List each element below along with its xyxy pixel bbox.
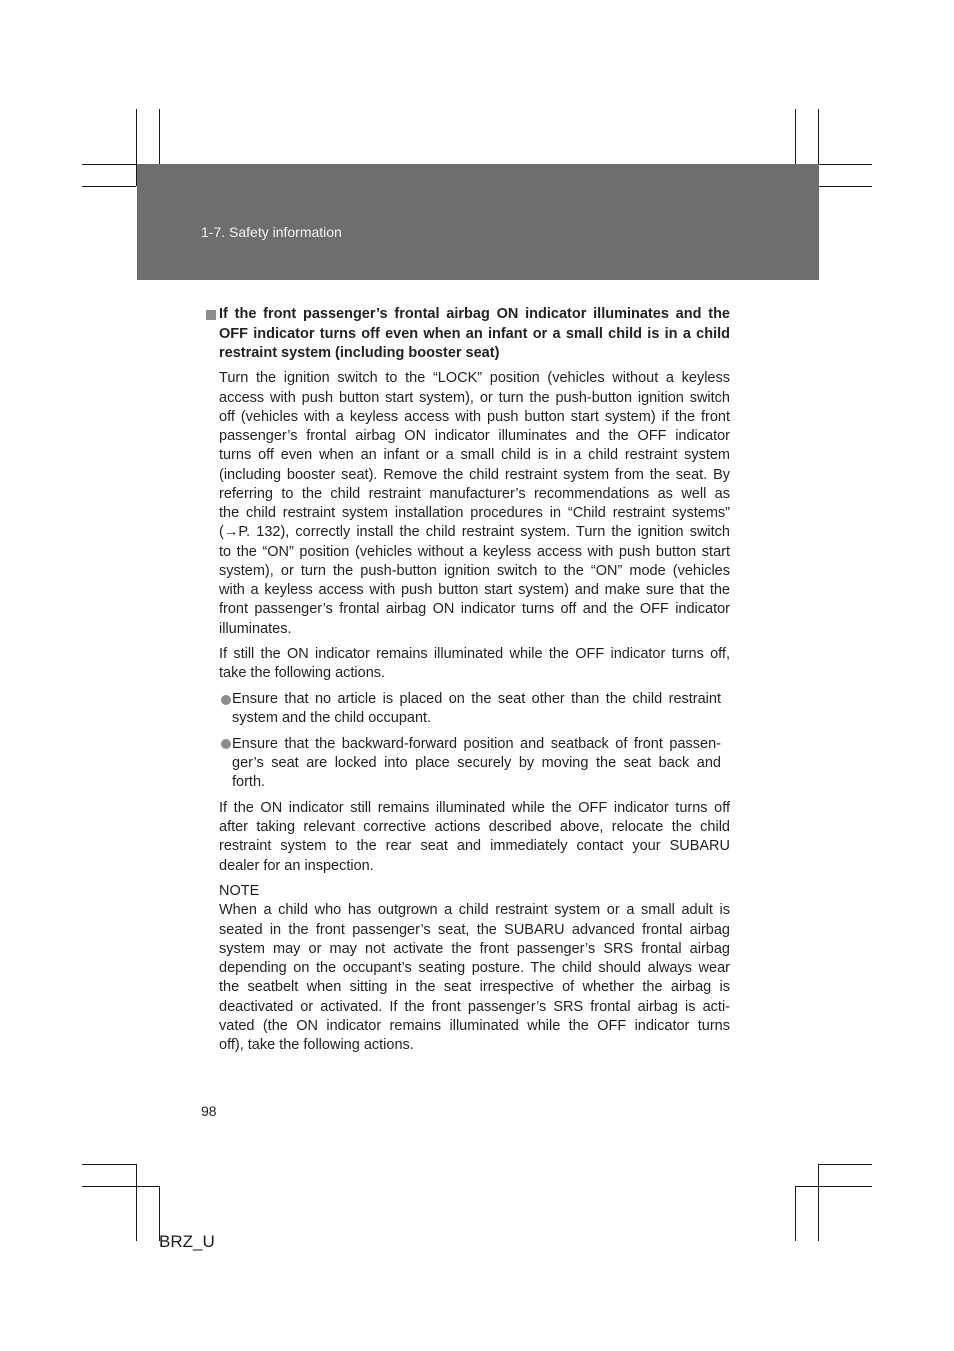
text-line: to the “ON” position (vehicles without a keyless access with push button start	[219, 543, 730, 560]
section-title: 1-7. Safety information	[201, 224, 342, 240]
text-line: dealer for an inspection.	[219, 857, 374, 874]
text-line: off (vehicles with a keyless access with push button start system) if the front	[219, 408, 730, 425]
paragraph-if-still-on	[219, 645, 730, 684]
crop-mark	[136, 1164, 137, 1241]
bullet-item	[219, 735, 730, 793]
text-line: If the ON indicator still remains illuminated while the OFF indicator turns off	[219, 799, 730, 816]
section-header-band	[137, 164, 819, 280]
text-line: OFF indicator turns off even when an infant or a small child is in a child	[219, 325, 730, 342]
text-line: seated in the front passenger’s seat, the SUBARU advanced frontal airbag	[219, 921, 730, 938]
crop-mark	[818, 1164, 819, 1241]
text-line: system), or turn the push-button ignition switch to the “ON” mode (vehicles	[219, 562, 730, 579]
text-line: take the following actions.	[219, 665, 386, 682]
text-line: Ensure that the backward-forward position and seatback of front passen-	[232, 735, 721, 752]
text-line: passenger’s frontal airbag ON indicator illuminates and the OFF indicator	[219, 428, 730, 445]
text-line: referring to the child restraint manufacturer’s recommendations as well as	[219, 485, 730, 502]
note-label: NOTE	[219, 883, 260, 900]
bullet-item-text	[232, 735, 721, 793]
text-line: with a keyless access with push button start system) and make sure that the	[219, 582, 730, 599]
subsection-heading	[219, 305, 730, 363]
text-line: forth.	[232, 774, 266, 791]
subsection-heading-text	[219, 305, 730, 363]
text-line: depending on the occupant’s seating posture. The child should always wear	[219, 960, 730, 977]
text-line: front passenger’s frontal airbag ON indicator turns off and the OFF indicator	[219, 601, 730, 618]
text-line: off), take the following actions.	[219, 1037, 414, 1054]
crop-mark	[818, 1164, 872, 1165]
text-line: the child restraint system installation procedures in “Child restraint systems”	[219, 505, 730, 522]
text-line: restraint system to the rear seat and immediately contact your SUBARU	[219, 838, 730, 855]
text-line: (→P. 132), correctly install the child restraint system. Turn the ignition switch	[219, 524, 730, 541]
bullet-dot-icon	[221, 695, 231, 705]
paragraph-instructions	[219, 369, 730, 639]
content-column	[219, 305, 730, 1055]
text-line: If the front passenger’s frontal airbag ON indicator illuminates and the	[219, 306, 730, 323]
crop-mark	[159, 109, 160, 164]
bullet-dot-icon	[221, 739, 231, 749]
note-text	[219, 901, 730, 1055]
text-line: If still the ON indicator remains illuminated while the OFF indicator turns off,	[219, 646, 730, 663]
text-line: system may or may not activate the front passenger’s SRS frontal airbag	[219, 940, 730, 957]
note	[219, 882, 730, 1055]
text-line: system and the child occupant.	[232, 710, 432, 727]
text-line: deactivated or activated. If the front passenger’s SRS frontal airbag is acti-	[219, 998, 730, 1015]
footer-code: BRZ_U	[159, 1232, 215, 1251]
crop-mark	[795, 109, 796, 164]
text-line: after taking relevant corrective actions described above, relocate the child	[219, 819, 730, 836]
crop-mark	[82, 1164, 136, 1165]
text-line: restraint system (including booster seat)	[219, 344, 500, 361]
bullet-item-text	[232, 690, 721, 729]
text-line: the seatbelt when sitting in the seat irrespective of whether the airbag is	[219, 979, 730, 996]
text-line: When a child who has outgrown a child restraint system or a small adult is	[219, 902, 730, 919]
text-line: Turn the ignition switch to the “LOCK” position (vehicles without a keyless	[219, 370, 730, 387]
square-bullet-icon	[206, 310, 216, 320]
crop-mark	[82, 186, 136, 187]
page-number: 98	[201, 1103, 217, 1119]
crop-mark	[795, 1186, 872, 1187]
text-line: vated (the ON indicator remains illuminated while the OFF indicator turns	[219, 1017, 730, 1034]
bullet-item	[219, 690, 730, 729]
text-line: turns off even when an infant or a small child is in a child restraint system	[219, 447, 730, 464]
text-line: (including booster seat). Remove the child restraint system from the seat. By	[219, 466, 730, 483]
crop-mark	[82, 1186, 159, 1187]
crop-mark	[818, 186, 872, 187]
text-line: Ensure that no article is placed on the seat other than the child restraint	[232, 691, 721, 708]
text-line: illuminates.	[219, 620, 292, 637]
paragraph-relocate-restraint	[219, 799, 730, 876]
text-line: access with push button start system), or turn the push-button ignition switch	[219, 389, 730, 406]
crop-mark	[795, 1186, 796, 1241]
text-line: ger’s seat are locked into place securely by moving the seat back and	[232, 755, 721, 772]
